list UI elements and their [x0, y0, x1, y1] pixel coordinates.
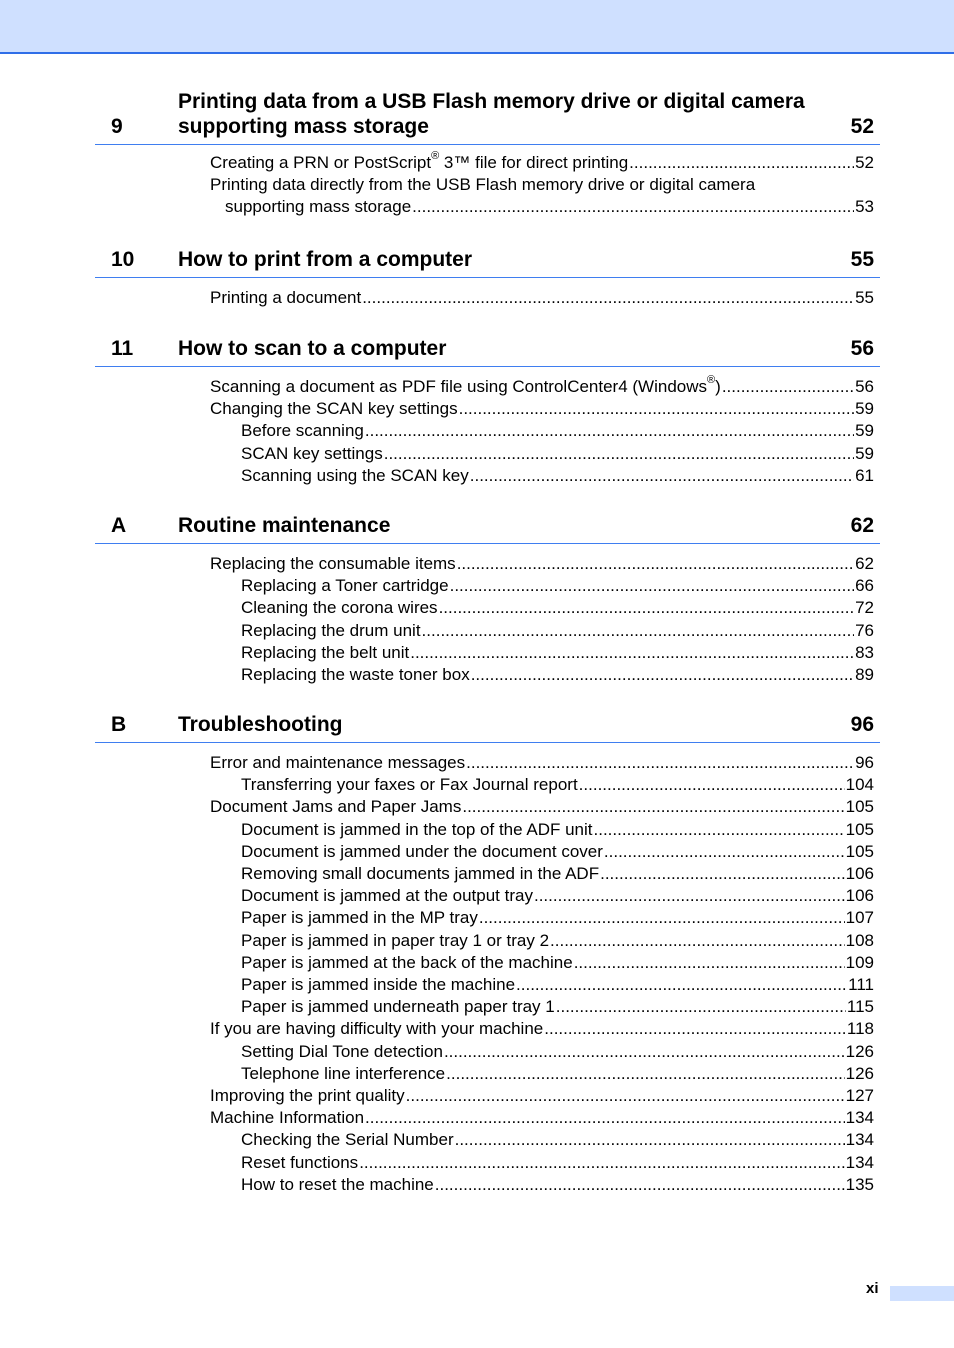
- entry-label-continued: supporting mass storage: [225, 197, 412, 217]
- leader-dots: [544, 1018, 846, 1040]
- entry-label: SCAN key settings: [241, 443, 383, 463]
- toc-entry[interactable]: [210, 398, 874, 420]
- entry-label: Removing small documents jammed in the ADF: [241, 864, 600, 884]
- toc-subentry[interactable]: [241, 996, 874, 1018]
- entry-page: 111: [848, 975, 874, 995]
- entry-page: 61: [855, 465, 874, 485]
- entry-label: Reset functions: [241, 1152, 359, 1172]
- entry-label: Changing the SCAN key settings: [210, 399, 458, 419]
- entry-label: Scanning a document as PDF file using ControlCenter4 (Windows®): [210, 374, 721, 396]
- leader-dots: [455, 1129, 845, 1151]
- toc-subentry[interactable]: [241, 974, 874, 996]
- entry-page: 96: [855, 753, 874, 772]
- toc-subentry[interactable]: [241, 465, 874, 487]
- chapter-page: 55: [850, 248, 874, 271]
- entry-page: 105: [845, 797, 874, 817]
- toc-subentry[interactable]: [241, 642, 874, 664]
- toc-entry[interactable]: [210, 553, 874, 575]
- leader-dots: [444, 1041, 845, 1063]
- chapter-page: 56: [850, 337, 874, 360]
- entry-label: Printing a document: [210, 288, 362, 307]
- chapter-entries: [95, 152, 880, 219]
- entry-page: 107: [845, 908, 874, 928]
- toc-subentry[interactable]: [241, 863, 874, 885]
- toc-entry[interactable]: [210, 376, 874, 398]
- page-number: xi: [866, 1280, 879, 1297]
- chapter-number: B: [111, 713, 127, 736]
- toc-subentry[interactable]: [241, 620, 874, 642]
- entry-page: 108: [845, 930, 874, 950]
- entry-label-wrapped[interactable]: Printing data directly from the USB Flash memory drive or digital camera: [210, 175, 756, 195]
- entry-page: 56: [855, 377, 874, 396]
- entry-label: Scanning using the SCAN key: [241, 465, 469, 485]
- chapter-title: How to print from a computer: [178, 248, 472, 271]
- leader-dots: [556, 996, 846, 1018]
- entry-label: Paper is jammed underneath paper tray 1: [241, 997, 555, 1017]
- entry-label: Cleaning the corona wires: [241, 598, 438, 618]
- chapter-9: [95, 89, 880, 219]
- entry-page: 118: [846, 1019, 874, 1039]
- entry-label: Document is jammed in the top of the ADF unit: [241, 819, 593, 839]
- entry-page: 127: [845, 1086, 874, 1106]
- leader-dots: [604, 841, 845, 863]
- entry-label: Before scanning: [241, 421, 364, 441]
- leader-dots: [600, 863, 845, 885]
- entry-page: 134: [845, 1130, 874, 1150]
- chapter-entries: [95, 553, 880, 686]
- chapter-number: 9: [111, 115, 123, 138]
- entry-page: 83: [855, 642, 874, 662]
- leader-dots: [722, 376, 854, 398]
- leader-dots: [365, 1107, 845, 1129]
- entry-label: Paper is jammed inside the machine: [241, 975, 516, 995]
- toc-entry[interactable]: [210, 796, 874, 818]
- entry-label: Telephone line interference: [241, 1063, 446, 1083]
- entry-page: 126: [845, 1041, 874, 1061]
- entry-page: 89: [855, 665, 874, 685]
- toc-entry[interactable]: [210, 1107, 874, 1129]
- chapter-title: Routine maintenance: [178, 514, 391, 537]
- leader-dots: [410, 642, 854, 664]
- entry-label: Document is jammed under the document cover: [241, 841, 603, 861]
- toc-subentry[interactable]: [241, 443, 874, 465]
- toc-entry[interactable]: [210, 1018, 874, 1040]
- toc-entry[interactable]: [210, 152, 874, 174]
- leader-dots: [412, 196, 854, 218]
- entry-page: 59: [855, 421, 874, 441]
- toc-subentry[interactable]: [241, 885, 874, 907]
- toc-subentry[interactable]: [241, 597, 874, 619]
- entry-page: 106: [845, 886, 874, 906]
- leader-dots: [365, 420, 854, 442]
- chapter-title: Printing data from a USB Flash memory drive or digital camera supporting mass storage: [178, 90, 805, 138]
- leader-dots: [629, 152, 854, 174]
- entry-page: 109: [845, 952, 874, 972]
- toc-subentry[interactable]: [241, 819, 874, 841]
- chapter-title: How to scan to a computer: [178, 337, 447, 360]
- leader-dots: [384, 443, 854, 465]
- chapter-a: [95, 513, 880, 686]
- entry-label: Improving the print quality: [210, 1086, 405, 1106]
- leader-dots: [574, 952, 845, 974]
- leader-dots: [466, 752, 854, 774]
- footer-tab: [890, 1286, 954, 1301]
- entry-label: Replacing a Toner cartridge: [241, 576, 449, 596]
- toc-subentry[interactable]: [241, 907, 874, 929]
- leader-dots: [462, 796, 844, 818]
- entry-label: Replacing the belt unit: [241, 642, 410, 662]
- chapter-11: [95, 336, 880, 487]
- entry-page: 66: [855, 576, 874, 596]
- entry-label: How to reset the machine: [241, 1174, 434, 1194]
- toc-subentry[interactable]: [241, 930, 874, 952]
- entry-label: Setting Dial Tone detection: [241, 1041, 443, 1061]
- toc-subentry[interactable]: [241, 575, 874, 597]
- leader-dots: [579, 774, 845, 796]
- entry-page: 126: [845, 1063, 874, 1083]
- entry-page: 134: [845, 1152, 874, 1172]
- toc-subentry[interactable]: [241, 952, 874, 974]
- toc-subentry[interactable]: [241, 420, 874, 442]
- entry-label: Paper is jammed in the MP tray: [241, 908, 478, 928]
- toc-subentry[interactable]: [241, 841, 874, 863]
- toc-entry[interactable]: [210, 1085, 874, 1107]
- toc-subentry[interactable]: [241, 1174, 874, 1196]
- entry-label: Transferring your faxes or Fax Journal report: [241, 775, 578, 795]
- entry-page: 134: [845, 1108, 874, 1128]
- leader-dots: [479, 907, 845, 929]
- entry-label: Machine Information: [210, 1108, 365, 1128]
- entry-page: 55: [855, 288, 874, 307]
- entry-page: 52: [855, 153, 874, 172]
- chapter-heading[interactable]: [95, 89, 880, 145]
- leader-dots: [450, 575, 854, 597]
- entry-page: 59: [855, 399, 874, 419]
- chapter-number: 10: [111, 248, 135, 271]
- toc-subentry[interactable]: [241, 774, 874, 796]
- entry-label: Replacing the consumable items: [210, 554, 456, 573]
- chapter-page: 62: [850, 514, 874, 537]
- entry-label: Paper is jammed at the back of the machine: [241, 952, 573, 972]
- entry-label: Document is jammed at the output tray: [241, 886, 533, 906]
- toc-entry[interactable]: [210, 752, 874, 774]
- leader-dots: [406, 1085, 845, 1107]
- entry-page: 62: [855, 554, 874, 573]
- entry-label: Replacing the waste toner box: [241, 665, 470, 685]
- chapter-entries: [95, 752, 880, 1196]
- chapter-heading[interactable]: [95, 712, 880, 743]
- leader-dots: [470, 465, 854, 487]
- leader-dots: [359, 1152, 844, 1174]
- entry-page: 53: [855, 197, 874, 217]
- leader-dots: [471, 664, 854, 686]
- chapter-entries: [95, 287, 880, 309]
- toc-subentry[interactable]: [241, 1152, 874, 1174]
- entry-label: Creating a PRN or PostScript® 3™ file for direct printing: [210, 150, 629, 172]
- leader-dots: [457, 553, 854, 575]
- chapter-page: 96: [850, 713, 874, 736]
- chapter-entries: [95, 376, 880, 487]
- chapter-number: 11: [111, 337, 134, 360]
- entry-label: Document Jams and Paper Jams: [210, 797, 462, 817]
- leader-dots: [422, 620, 855, 642]
- entry-label: Paper is jammed in paper tray 1 or tray 2: [241, 930, 550, 950]
- entry-page: 72: [855, 598, 874, 618]
- entry-page: 59: [855, 443, 874, 463]
- entry-page: 76: [855, 620, 874, 640]
- chapter-b: [95, 712, 880, 1196]
- chapter-title: Troubleshooting: [178, 713, 343, 736]
- chapter-number: A: [111, 514, 127, 537]
- chapter-10: [95, 247, 880, 309]
- entry-page: 104: [845, 775, 874, 795]
- chapter-heading[interactable]: [95, 513, 880, 544]
- entry-page: 105: [845, 841, 874, 861]
- chapter-heading[interactable]: [95, 336, 880, 367]
- toc-subentry[interactable]: [241, 1129, 874, 1151]
- leader-dots: [550, 930, 845, 952]
- leader-dots: [446, 1063, 844, 1085]
- entry-page: 106: [845, 864, 874, 884]
- leader-dots: [534, 885, 845, 907]
- chapter-page: 52: [850, 115, 874, 138]
- toc-entry[interactable]: [210, 287, 874, 309]
- toc-subentry[interactable]: [241, 1041, 874, 1063]
- toc-subentry[interactable]: [241, 1063, 874, 1085]
- chapter-heading[interactable]: [95, 247, 880, 278]
- entry-label: Replacing the drum unit: [241, 620, 421, 640]
- toc-subentry[interactable]: [241, 664, 874, 686]
- leader-dots: [459, 398, 854, 420]
- entry-label: Error and maintenance messages: [210, 753, 466, 772]
- entry-label: Checking the Serial Number: [241, 1130, 454, 1150]
- leader-dots: [439, 597, 855, 619]
- leader-dots: [362, 287, 854, 309]
- leader-dots: [594, 819, 845, 841]
- toc-entry[interactable]: [225, 196, 874, 218]
- leader-dots: [516, 974, 847, 996]
- entry-label: If you are having difficulty with your machine: [210, 1019, 544, 1039]
- leader-dots: [435, 1174, 845, 1196]
- entry-page: 135: [845, 1174, 874, 1194]
- entry-page: 105: [845, 819, 874, 839]
- entry-page: 115: [846, 997, 874, 1017]
